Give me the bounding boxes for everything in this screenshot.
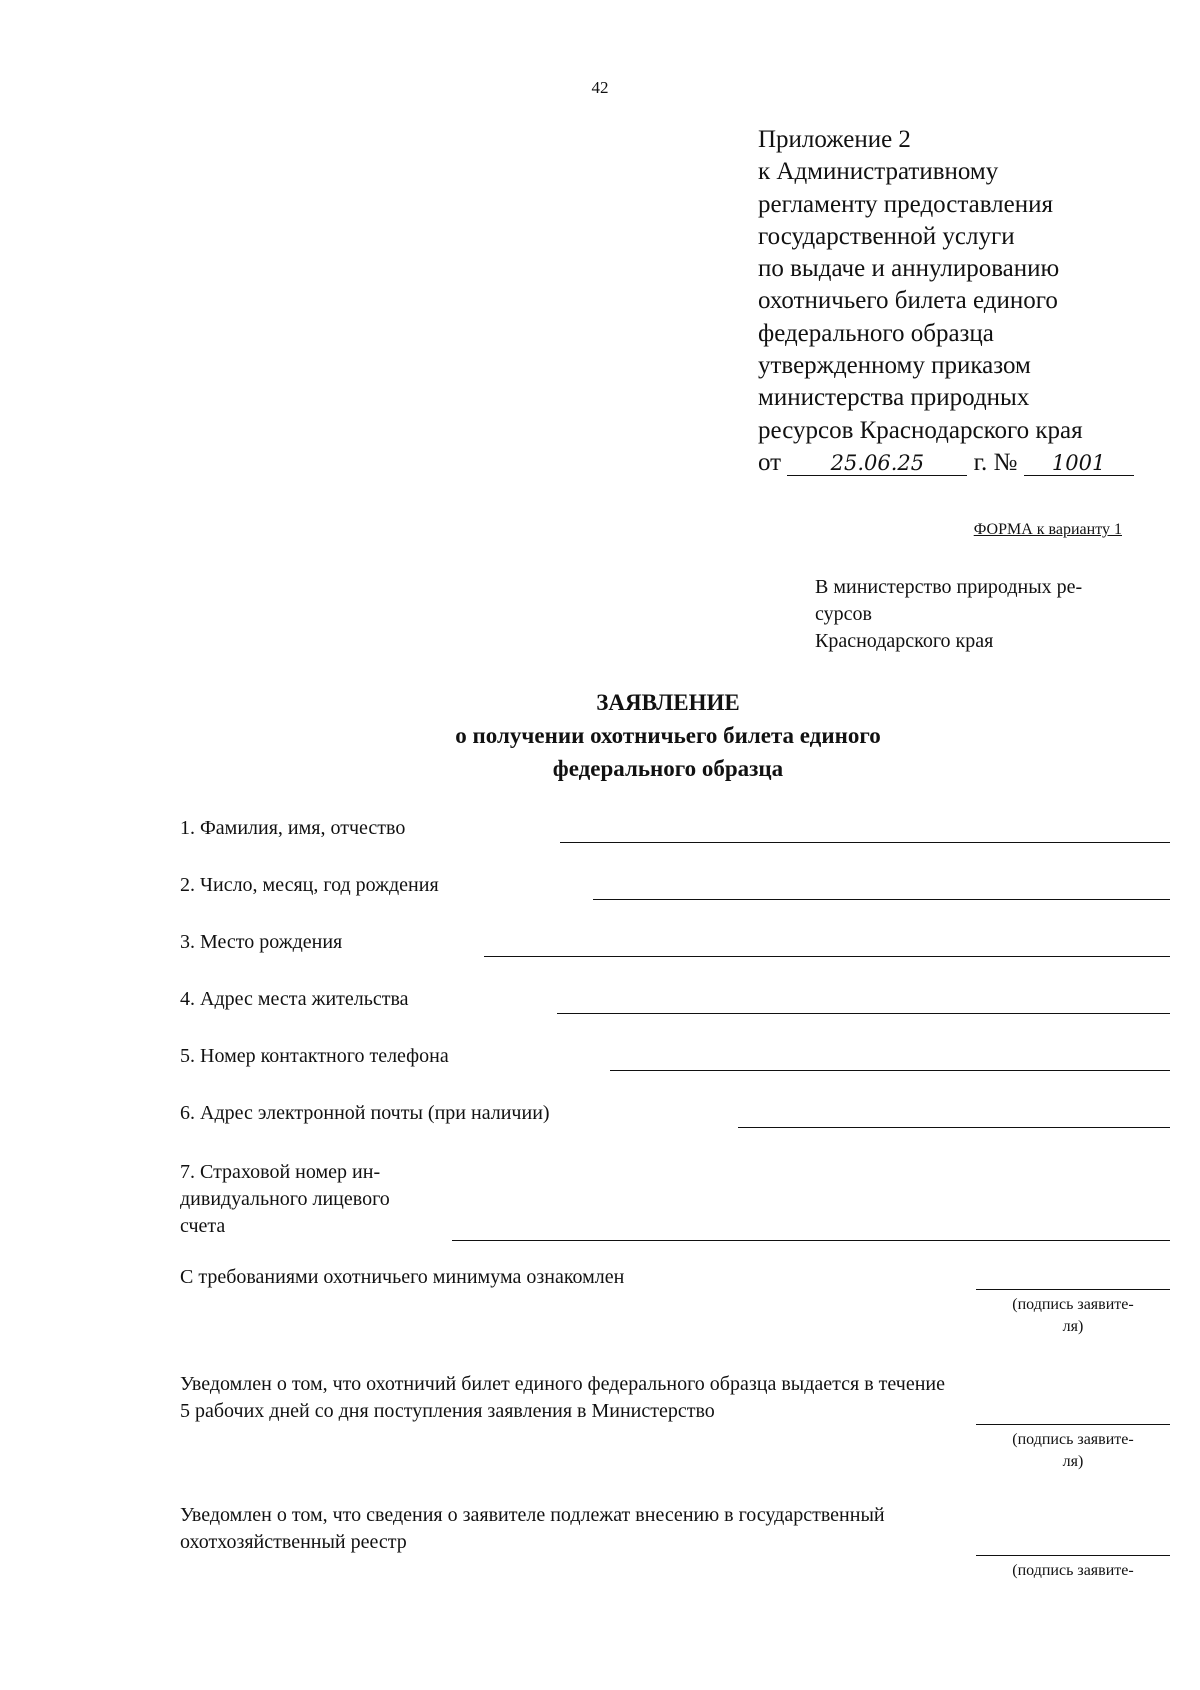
residence-address-line[interactable] — [557, 1013, 1170, 1014]
ack-text-line: охотхозяйственный реестр — [180, 1531, 407, 1553]
appendix-line: Приложение 2 — [758, 126, 911, 153]
signature-note-line: ля) — [1062, 1453, 1084, 1470]
birth-place-line[interactable] — [484, 956, 1170, 957]
ack-text-line: Уведомлен о том, что сведения о заявителе подлежат внесению в государственный — [180, 1504, 885, 1526]
year-number-label: г. № — [973, 448, 1018, 476]
appendix-line: государственной услуги — [758, 222, 1015, 250]
signature-line[interactable] — [976, 1555, 1170, 1556]
field-label-full-name: 1. Фамилия, имя, отчество — [180, 817, 406, 839]
full-name-line[interactable] — [560, 842, 1170, 843]
ack-text-line: С требованиями охотничьего минимума ознакомлен — [180, 1266, 625, 1288]
appendix-line: к Административному — [758, 158, 999, 186]
appendix-header — [758, 124, 1134, 479]
field-label-snils — [180, 1159, 390, 1240]
title-line: ЗАЯВЛЕНИЕ — [596, 690, 740, 715]
recipient-line: Краснодарского края — [815, 630, 994, 652]
appendix-line: федерального образца — [758, 319, 994, 347]
handwritten-date: 25.06.25 — [787, 451, 967, 476]
ack-text-line: Уведомлен о том, что охотничий билет единого федерального образца выдается в течение — [180, 1373, 945, 1395]
title-line: о получении охотничьего билета единого — [455, 723, 881, 748]
page-number: 42 — [591, 78, 609, 97]
field-label-phone: 5. Номер контактного телефона — [180, 1045, 449, 1067]
handwritten-order-number: 1001 — [1024, 451, 1134, 476]
ack-registry — [180, 1502, 885, 1556]
appendix-line: регламенту предоставления — [758, 190, 1054, 218]
document-title — [0, 686, 1200, 785]
signature-note-line: ля) — [1062, 1318, 1084, 1335]
snils-label-line: дивидуального лицевого — [180, 1188, 390, 1210]
phone-line[interactable] — [610, 1070, 1170, 1071]
snils-line[interactable] — [452, 1240, 1170, 1241]
form-variant-label: ФОРМА к варианту 1 — [973, 521, 1122, 538]
appendix-line: охотничьего билета единого — [758, 287, 1058, 315]
signature-note-line: (подпись заявите- — [1012, 1296, 1134, 1313]
signature-note — [976, 1429, 1170, 1473]
appendix-line: ресурсов Краснодарского края — [758, 416, 1083, 444]
appendix-line: по выдаче и аннулированию — [758, 255, 1060, 283]
field-label-residence-address: 4. Адрес места жительства — [180, 988, 409, 1010]
birth-date-line[interactable] — [593, 899, 1170, 900]
ack-hunting-minimum — [180, 1264, 624, 1291]
ack-issue-term — [180, 1371, 945, 1425]
signature-note — [976, 1294, 1170, 1338]
title-line: федерального образца — [552, 756, 784, 781]
signature-line[interactable] — [976, 1289, 1170, 1290]
signature-line[interactable] — [976, 1424, 1170, 1425]
signature-note-line: (подпись заявите- — [1012, 1562, 1134, 1579]
recipient-line: В министерство природных ре- — [815, 576, 1083, 598]
from-label: от — [758, 448, 782, 476]
signature-note-line: (подпись заявите- — [1012, 1431, 1134, 1448]
field-label-birth-place: 3. Место рождения — [180, 931, 343, 953]
snils-label-line: счета — [180, 1215, 226, 1237]
email-line[interactable] — [738, 1127, 1170, 1128]
snils-label-line: 7. Страховой номер ин- — [180, 1161, 381, 1183]
appendix-line: министерства природных — [758, 384, 1030, 412]
ack-text-line: 5 рабочих дней со дня поступления заявления в Министерство — [180, 1400, 715, 1422]
appendix-line: утвержденному приказом — [758, 352, 1031, 380]
signature-note — [976, 1560, 1170, 1582]
recipient-line: сурсов — [815, 603, 872, 625]
recipient-block — [815, 574, 1082, 655]
approval-date-number — [758, 447, 1134, 479]
field-label-birth-date: 2. Число, месяц, год рождения — [180, 874, 439, 896]
field-label-email: 6. Адрес электронной почты (при наличии) — [180, 1102, 550, 1124]
